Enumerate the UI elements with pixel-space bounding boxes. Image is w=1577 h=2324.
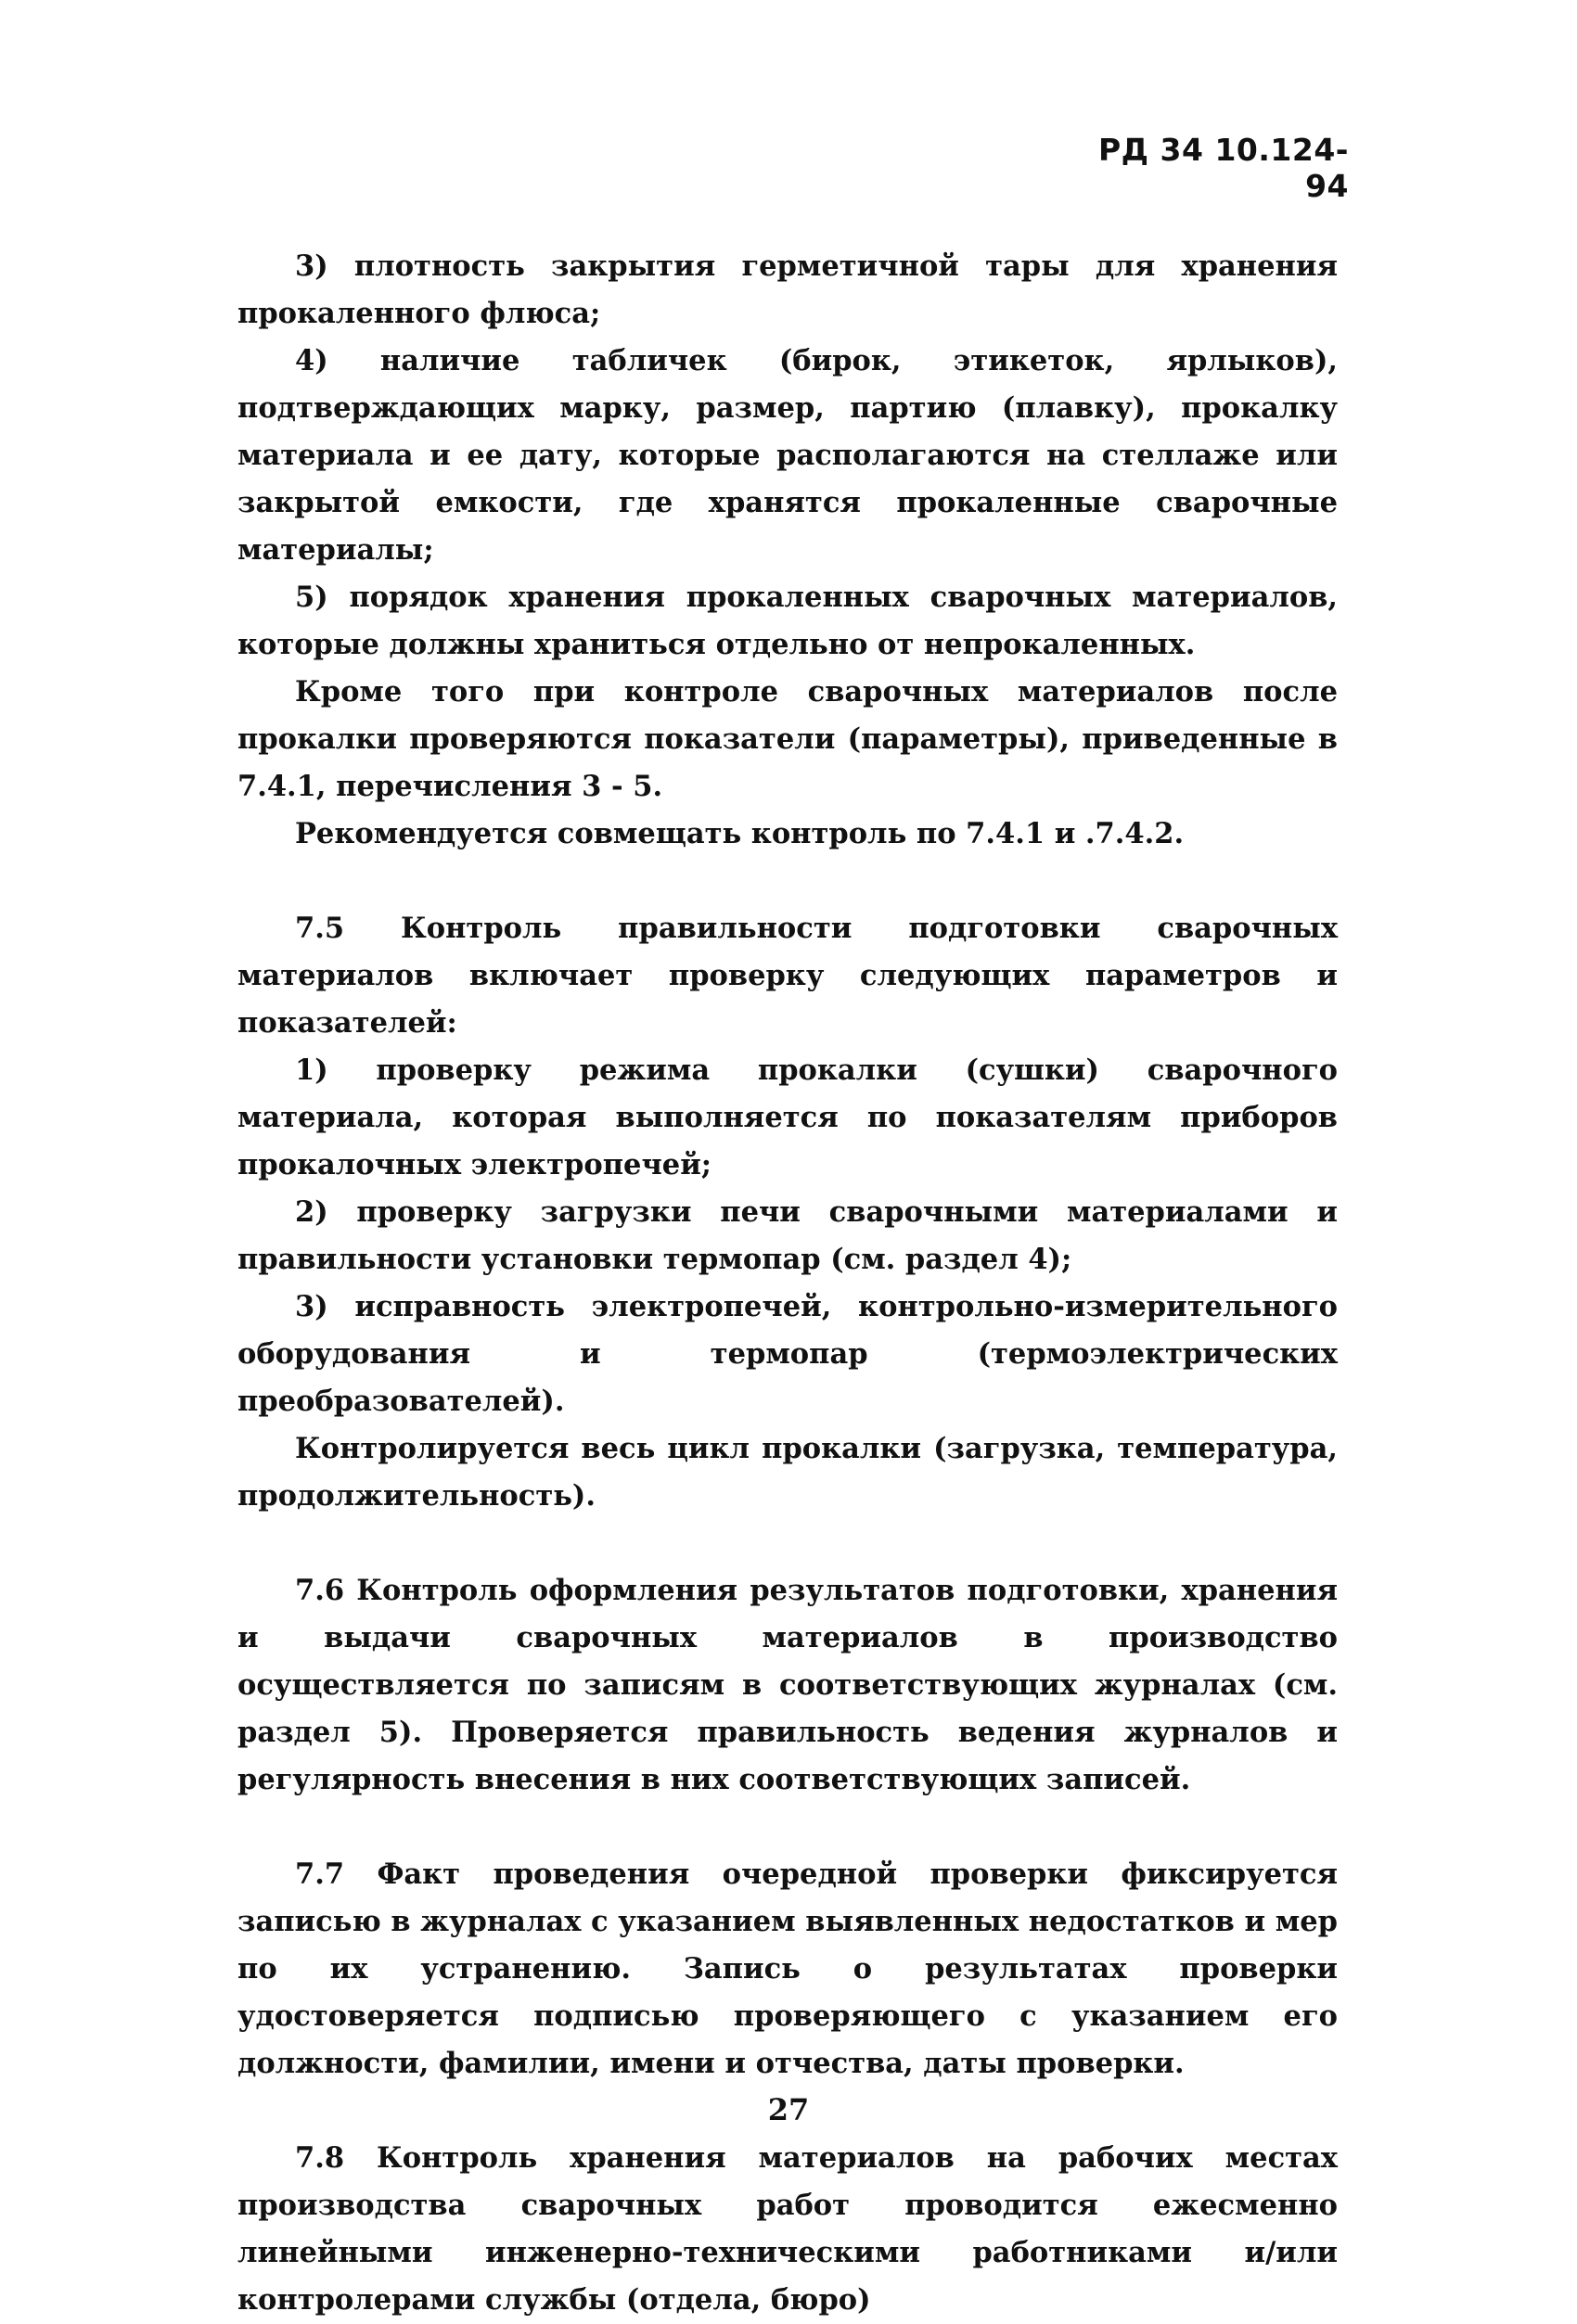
document-code-header: РД 34 10.124-94 — [1097, 132, 1349, 204]
section-7-7: 7.7 Факт проведения очередной проверки фиксируется записью в журналах с указанием выявленных недостатков и мер по их устранению. Запись о результатах проверки удостоверяется подписью проверяющего с указанием его должности, фамилии, имени и отчества, даты проверки. — [237, 1858, 1338, 2080]
page-number: 27 — [767, 2092, 810, 2127]
list-item-3: 3) плотность закрытия герметичной тары для хранения прокаленного флюса; — [237, 249, 1338, 330]
section-7-8: 7.8 Контроль хранения материалов на рабочих местах производства сварочных работ проводится ежесменно линейными инженерно-техническими работниками и/или контролерами службы (отдела, бюро) — [237, 2141, 1338, 2317]
section-7-5-item-2: 2) проверку загрузки печи сварочными материалами и правильности установки термопар (см. раздел 4); — [237, 1195, 1338, 1276]
paragraph-additional-checks: Кроме того при контроле сварочных материалов после прокалки проверяются показатели (параметры), приведенные в 7.4.1, перечисления 3 - 5. — [237, 675, 1338, 803]
document-body — [237, 243, 1338, 2324]
section-7-5-cycle-note: Контролируется весь цикл прокалки (загрузка, температура, продолжительность). — [237, 1432, 1338, 1513]
section-7-6: 7.6 Контроль оформления результатов подготовки, хранения и выдачи сварочных материалов в производство осуществляется по записям в соответствующих журналах (см. раздел 5). Проверяется правильность ведения журналов и регулярность внесения в них соответствующих записей. — [237, 1574, 1338, 1796]
section-7-5-item-1: 1) проверку режима прокалки (сушки) сварочного материала, которая выполняется по показателям приборов прокалочных электропечей; — [237, 1053, 1338, 1181]
list-item-4: 4) наличие табличек (бирок, этикеток, ярлыков), подтверждающих марку, размер, партию (плавку), прокалку материала и ее дату, которые располагаются на стеллаже или закрытой емкости, где хранятся прокаленные сварочные материалы; — [237, 344, 1338, 567]
paragraph-recommendation: Рекомендуется совмещать контроль по 7.4.1 и .7.4.2. — [295, 817, 1185, 850]
section-7-5-item-3: 3) исправность электропечей, контрольно-измерительного оборудования и термопар (термоэлектрических преобразователей). — [237, 1290, 1338, 1418]
list-item-5: 5) порядок хранения прокаленных сварочных материалов, которые должны храниться отдельно от непрокаленных. — [237, 581, 1338, 661]
section-7-5: 7.5 Контроль правильности подготовки сварочных материалов включает проверку следующих параметров и показателей: — [237, 912, 1338, 1040]
